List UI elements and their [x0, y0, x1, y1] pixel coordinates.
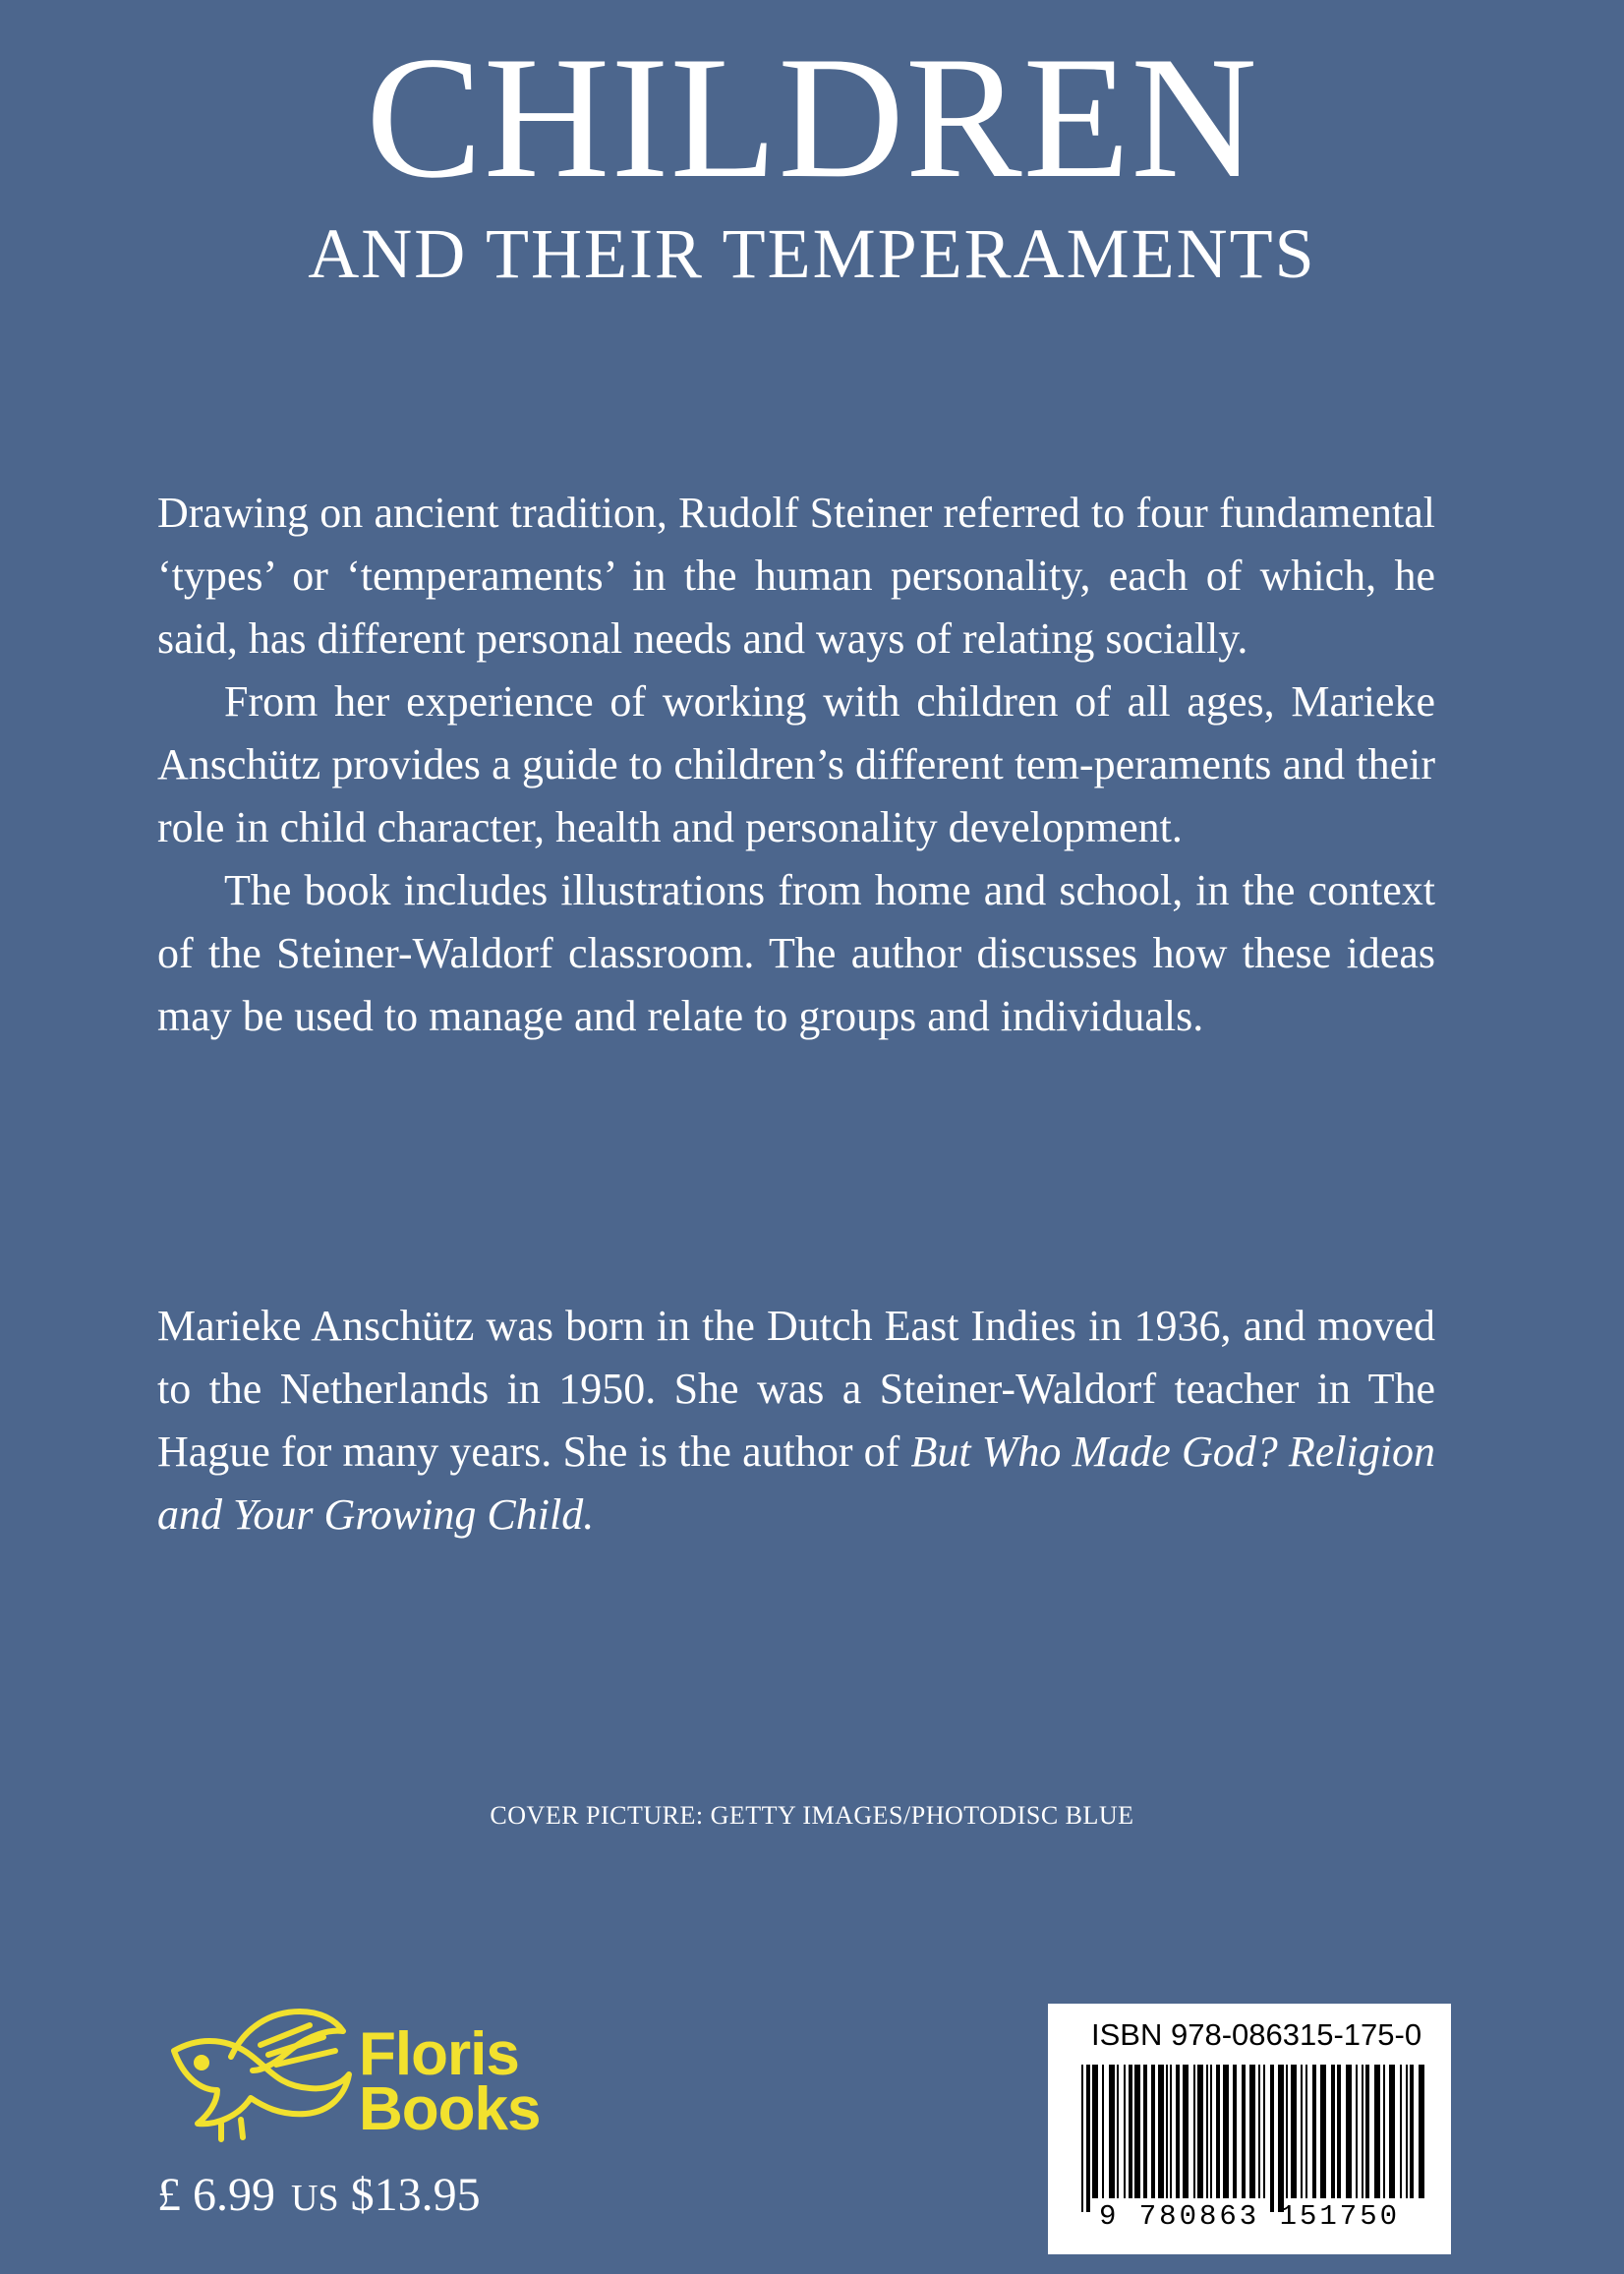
- book-title: CHILDREN: [366, 20, 1258, 214]
- barcode-bar: [1410, 2065, 1414, 2198]
- barcode-bar: [1400, 2065, 1402, 2198]
- publisher-name-line: Floris: [359, 2020, 519, 2088]
- barcode-bar: [1312, 2065, 1316, 2198]
- barcode-bar: [1249, 2065, 1255, 2198]
- barcode-bar: [1331, 2065, 1335, 2198]
- blurb-paragraph: From her experience of working with children of all ages, Marieke Anschütz provides a guide to children’s different tem-peraments and their role in child character, health and personality development.: [157, 677, 1435, 851]
- barcode-bar: [1365, 2065, 1369, 2198]
- author-bio-text: Marieke Anschütz was born in the Dutch East Indies in 1936, and moved to the Netherlands in 1950. She was a Steiner-Waldorf teacher in The Hague for many years. She is the author of: [157, 1302, 1435, 1476]
- barcode-bar: [1081, 2065, 1083, 2212]
- barcode-bar: [1124, 2065, 1126, 2198]
- cover-credit: COVER PICTURE: GETTY IMAGES/PHOTODISC BLUE: [490, 1801, 1134, 1830]
- barcode-bar: [1197, 2065, 1203, 2198]
- barcode-bar: [1158, 2065, 1164, 2198]
- barcode-bar: [1419, 2065, 1424, 2198]
- barcode-bar: [1092, 2065, 1098, 2198]
- barcode-bar: [1278, 2065, 1284, 2212]
- barcode-bar: [1206, 2065, 1208, 2198]
- barcode-bar: [1166, 2065, 1168, 2198]
- barcode-bar: [1374, 2065, 1380, 2198]
- barcode-bar: [1356, 2065, 1358, 2198]
- barcode-bar: [1233, 2065, 1237, 2198]
- isbn: ISBN 978-086315-175-0: [1091, 2017, 1422, 2052]
- price-usd: $13.95: [350, 2169, 481, 2221]
- barcode-bar: [1183, 2065, 1189, 2198]
- blurb-paragraph: Drawing on ancient tradition, Rudolf Steiner referred to four fundamental ‘types’ or ‘temperaments’ in the human personality, each of which, he said, has different personal needs and ways of relating socially.: [157, 489, 1435, 663]
- barcode-bar: [1362, 2065, 1363, 2198]
- barcode-bar: [1389, 2065, 1395, 2198]
- barcode-box: [1048, 2004, 1451, 2254]
- barcode-bar: [1291, 2065, 1297, 2198]
- barcode: [1048, 2061, 1451, 2218]
- barcode-bar: [1086, 2065, 1090, 2212]
- barcode-bar: [1320, 2065, 1326, 2198]
- barcode-bar: [1176, 2065, 1180, 2198]
- barcode-bar: [1193, 2065, 1195, 2198]
- barcode-digits: 9 780863 151750: [1098, 2200, 1401, 2233]
- barcode-bar: [1242, 2065, 1246, 2198]
- price-gbp: £ 6.99: [157, 2169, 275, 2221]
- publisher-name-line: Books: [359, 2075, 541, 2143]
- author-book-title: But Who Made God? Religion and Your Growing Child.: [157, 1428, 1436, 1539]
- barcode-bar: [1346, 2065, 1352, 2198]
- barcode-bar: [1170, 2065, 1172, 2198]
- barcode-bar: [1305, 2065, 1307, 2198]
- barcode-bar: [1286, 2065, 1288, 2198]
- author-bio: [157, 1295, 1435, 1546]
- barcode-bar: [1129, 2065, 1132, 2198]
- barcode-bar: [1270, 2065, 1274, 2212]
- blurb-paragraph: The book includes illustrations from home and school, in the context of the Steiner-Waldorf classroom. The author discusses how these ideas may be used to manage and relate to groups and individuals.: [157, 866, 1435, 1040]
- barcode-bar: [1406, 2065, 1408, 2198]
- dove-icon: [162, 2006, 354, 2143]
- barcode-bar: [1151, 2065, 1155, 2198]
- price-usd-prefix: US: [291, 2178, 339, 2219]
- publisher-logo: [162, 2006, 541, 2148]
- barcode-bar: [1134, 2065, 1140, 2198]
- book-subtitle: AND THEIR TEMPERAMENTS: [308, 214, 1316, 293]
- barcode-bar: [1102, 2065, 1104, 2198]
- barcode-bar: [1383, 2065, 1385, 2198]
- barcode-bar: [1143, 2065, 1147, 2198]
- barcode-bar: [1337, 2065, 1341, 2198]
- barcode-bar: [1109, 2065, 1115, 2198]
- barcode-bar: [1223, 2065, 1229, 2198]
- barcode-bar: [1210, 2065, 1212, 2198]
- price: [157, 2168, 481, 2222]
- barcode-bar: [1117, 2065, 1119, 2198]
- barcode-bar: [1216, 2065, 1220, 2198]
- barcode-bar: [1263, 2065, 1265, 2198]
- publisher-name: [359, 2020, 541, 2143]
- barcode-bar: [1258, 2065, 1260, 2198]
- barcode-bar: [1301, 2065, 1303, 2198]
- blurb: [157, 482, 1435, 1048]
